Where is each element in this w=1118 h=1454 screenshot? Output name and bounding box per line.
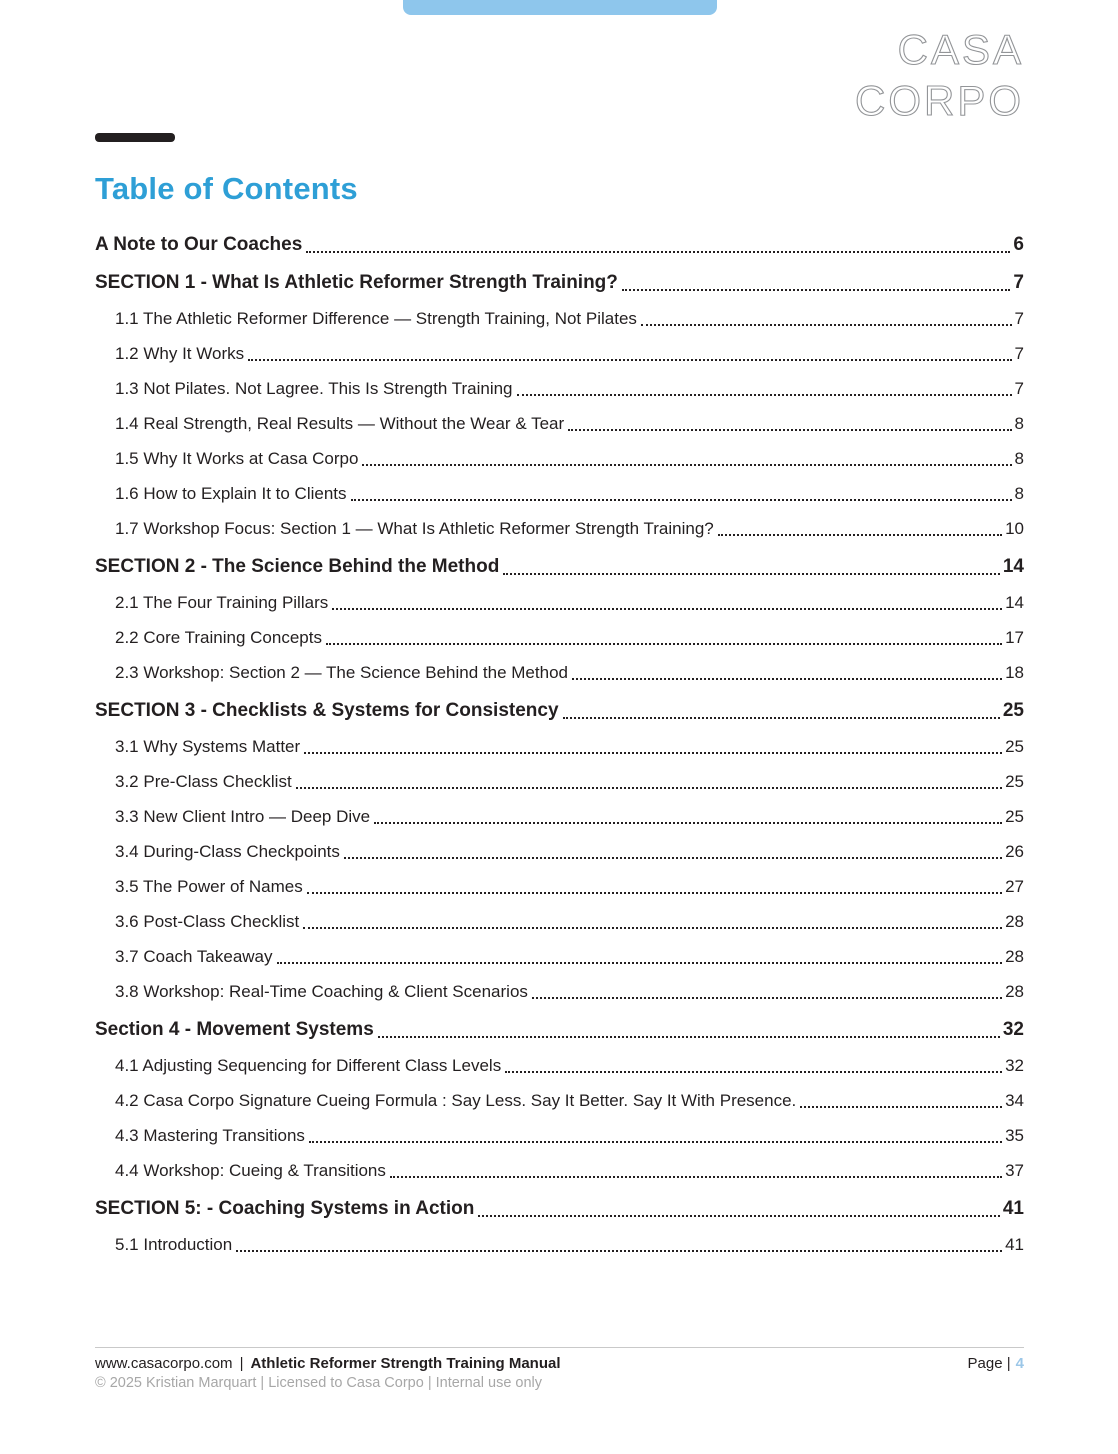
toc-entry-page-number: 25: [1005, 737, 1024, 756]
footer-copyright: © 2025 Kristian Marquart | Licensed to Casa Corpo | Internal use only: [95, 1375, 543, 1391]
toc-entry-page-number: 25: [1005, 807, 1024, 826]
toc-entry[interactable]: [95, 876, 1024, 898]
toc-entry-page-number: 28: [1005, 912, 1024, 931]
toc-entry[interactable]: [95, 343, 1024, 365]
toc-entry-label: 1.1 The Athletic Reformer Difference — Strength Training, Not Pilates: [115, 309, 637, 328]
toc-entry[interactable]: [95, 736, 1024, 758]
toc-dotted-leader: [800, 1106, 1002, 1108]
toc-dotted-leader: [505, 1071, 1002, 1073]
toc-entry[interactable]: [95, 234, 1024, 256]
toc-entry-page-number: 41: [1002, 1198, 1024, 1219]
toc-entry-label: 4.1 Adjusting Sequencing for Different Class Levels: [115, 1056, 502, 1075]
toc-entry-page-number: 8: [1014, 449, 1024, 468]
brand-logo-line1: CASA: [897, 26, 1024, 73]
toc-entry-page-number: 32: [1002, 1019, 1024, 1040]
toc-entry[interactable]: [95, 627, 1024, 649]
toc-entry-label: 4.2 Casa Corpo Signature Cueing Formula : Say Less. Say It Better. Say It With Presence.: [115, 1091, 797, 1110]
footer-manual-title: Athletic Reformer Strength Training Manual: [250, 1355, 561, 1372]
toc-dotted-leader: [503, 573, 1000, 575]
toc-dotted-leader: [641, 324, 1012, 326]
toc-entry-label: SECTION 1 - What Is Athletic Reformer Strength Training?: [95, 272, 618, 293]
toc-entry-page-number: 8: [1014, 484, 1024, 503]
toc-dotted-leader: [572, 678, 1002, 680]
footer-left: [95, 1355, 561, 1372]
toc-entry-label: A Note to Our Coaches: [95, 234, 303, 255]
toc-entry[interactable]: [95, 700, 1024, 722]
toc-entry-label: 1.5 Why It Works at Casa Corpo: [115, 449, 359, 468]
toc-entry-label: 4.4 Workshop: Cueing & Transitions: [115, 1161, 386, 1180]
toc-entry-page-number: 7: [1014, 309, 1024, 328]
toc-entry-page-number: 18: [1005, 663, 1024, 682]
toc-dotted-leader: [248, 359, 1011, 361]
toc-entry-label: SECTION 5: - Coaching Systems in Action: [95, 1198, 475, 1219]
toc-entry[interactable]: [95, 272, 1024, 294]
toc-entry[interactable]: [95, 448, 1024, 470]
toc-dotted-leader: [332, 608, 1002, 610]
toc-entry-label: Section 4 - Movement Systems: [95, 1019, 374, 1040]
toc-entry-label: 1.2 Why It Works: [115, 344, 245, 363]
toc-entry-label: SECTION 2 - The Science Behind the Method: [95, 556, 500, 577]
toc-entry-label: 2.3 Workshop: Section 2 — The Science Behind the Method: [115, 663, 568, 682]
toc-entry-page-number: 41: [1005, 1235, 1024, 1254]
toc-dotted-leader: [378, 1036, 1000, 1038]
toc-entry[interactable]: [95, 413, 1024, 435]
toc-dotted-leader: [563, 717, 1000, 719]
toc-entry[interactable]: [95, 592, 1024, 614]
toc-dotted-leader: [374, 822, 1002, 824]
toc-dotted-leader: [309, 1141, 1002, 1143]
toc-entry[interactable]: [95, 771, 1024, 793]
toc-entry-page-number: 14: [1005, 593, 1024, 612]
toc-entry-page-number: 25: [1005, 772, 1024, 791]
toc-entry-page-number: 34: [1005, 1091, 1024, 1110]
page-title: Table of Contents: [95, 171, 358, 206]
toc-entry-label: SECTION 3 - Checklists & Systems for Consistency: [95, 700, 559, 721]
footer-url[interactable]: www.casacorpo.com: [95, 1355, 233, 1372]
toc-entry-page-number: 7: [1013, 272, 1024, 293]
toc-entry[interactable]: [95, 483, 1024, 505]
toc-entry-page-number: 28: [1005, 947, 1024, 966]
toc-entry-label: 3.6 Post-Class Checklist: [115, 912, 300, 931]
toc-entry[interactable]: [95, 841, 1024, 863]
toc-entry-label: 5.1 Introduction: [115, 1235, 233, 1254]
toc-dotted-leader: [306, 251, 1010, 253]
toc-entry-label: 2.2 Core Training Concepts: [115, 628, 322, 647]
toc-dotted-leader: [236, 1250, 1002, 1252]
toc-entry-page-number: 14: [1002, 556, 1024, 577]
toc-entry[interactable]: [95, 308, 1024, 330]
toc-dotted-leader: [296, 787, 1002, 789]
toc-entry-label: 3.8 Workshop: Real-Time Coaching & Client Scenarios: [115, 982, 528, 1001]
toc-entry[interactable]: [95, 946, 1024, 968]
toc-entry[interactable]: [95, 1090, 1024, 1112]
toc-entry[interactable]: [95, 1198, 1024, 1220]
toc-entry-label: 1.7 Workshop Focus: Section 1 — What Is Athletic Reformer Strength Training?: [115, 519, 714, 538]
toc-entry-label: 4.3 Mastering Transitions: [115, 1126, 305, 1145]
toc-entry-page-number: 17: [1005, 628, 1024, 647]
toc-entry[interactable]: [95, 378, 1024, 400]
toc-entry-page-number: 35: [1005, 1126, 1024, 1145]
toc-entry-label: 3.1 Why Systems Matter: [115, 737, 301, 756]
toc-entry[interactable]: [95, 911, 1024, 933]
toc-entry[interactable]: [95, 1019, 1024, 1041]
toc-entry-page-number: 32: [1005, 1056, 1024, 1075]
toc-entry-label: 3.2 Pre-Class Checklist: [115, 772, 292, 791]
toc-dotted-leader: [390, 1176, 1002, 1178]
toc-dotted-leader: [478, 1215, 1000, 1217]
toc-entry-label: 1.3 Not Pilates. Not Lagree. This Is Strength Training: [115, 379, 513, 398]
toc-entry-page-number: 7: [1014, 344, 1024, 363]
toc-entry[interactable]: [95, 518, 1024, 540]
toc-entry-page-number: 6: [1013, 234, 1024, 255]
toc-dotted-leader: [307, 892, 1002, 894]
toc-dotted-leader: [532, 997, 1002, 999]
toc-dotted-leader: [344, 857, 1002, 859]
toc-entry[interactable]: [95, 981, 1024, 1003]
toc-dotted-leader: [351, 499, 1012, 501]
toc-entry-label: 3.5 The Power of Names: [115, 877, 303, 896]
toc-entry-label: 1.6 How to Explain It to Clients: [115, 484, 347, 503]
toc-entry[interactable]: [95, 556, 1024, 578]
toc-entry[interactable]: [95, 1160, 1024, 1182]
toc-entry-page-number: 28: [1005, 982, 1024, 1001]
toc-entry[interactable]: [95, 1125, 1024, 1147]
toc-entry-page-number: 8: [1014, 414, 1024, 433]
toc-dotted-leader: [568, 429, 1011, 431]
toc-dotted-leader: [303, 927, 1002, 929]
toc-entry[interactable]: [95, 806, 1024, 828]
toc-dotted-leader: [622, 289, 1011, 291]
toc-entry-label: 2.1 The Four Training Pillars: [115, 593, 329, 612]
brand-logo-line2: CORPO: [854, 77, 1024, 125]
toc-entry[interactable]: [95, 662, 1024, 684]
toc-entry-label: 3.4 During-Class Checkpoints: [115, 842, 340, 861]
footer-line1: [95, 1355, 1024, 1372]
toc-entry-page-number: 10: [1005, 519, 1024, 538]
toc-dotted-leader: [362, 464, 1011, 466]
toc-dotted-leader: [517, 394, 1012, 396]
toc-entry-page-number: 7: [1014, 379, 1024, 398]
toc-entry-label: 3.7 Coach Takeaway: [115, 947, 273, 966]
footer-page-number: 4: [1015, 1355, 1024, 1372]
toc-entry-page-number: 37: [1005, 1161, 1024, 1180]
footer-separator: |: [239, 1355, 244, 1372]
top-tab-decoration: [403, 0, 717, 15]
footer-page-label: Page |: [967, 1355, 1011, 1372]
title-accent-bar: [95, 133, 175, 142]
toc-dotted-leader: [277, 962, 1003, 964]
toc-dotted-leader: [326, 643, 1002, 645]
toc-entry[interactable]: [95, 1055, 1024, 1077]
toc-entry-page-number: 26: [1005, 842, 1024, 861]
brand-logo: [855, 24, 1024, 126]
toc-entry[interactable]: [95, 1234, 1024, 1256]
toc-entry-label: 3.3 New Client Intro — Deep Dive: [115, 807, 371, 826]
table-of-contents: [95, 234, 1024, 1269]
toc-entry-page-number: 27: [1005, 877, 1024, 896]
toc-dotted-leader: [718, 534, 1002, 536]
toc-entry-page-number: 25: [1002, 700, 1024, 721]
toc-entry-label: 1.4 Real Strength, Real Results — Without the Wear & Tear: [115, 414, 565, 433]
toc-dotted-leader: [304, 752, 1002, 754]
page-footer: [95, 1347, 1024, 1391]
footer-page-indicator: [968, 1355, 1024, 1372]
